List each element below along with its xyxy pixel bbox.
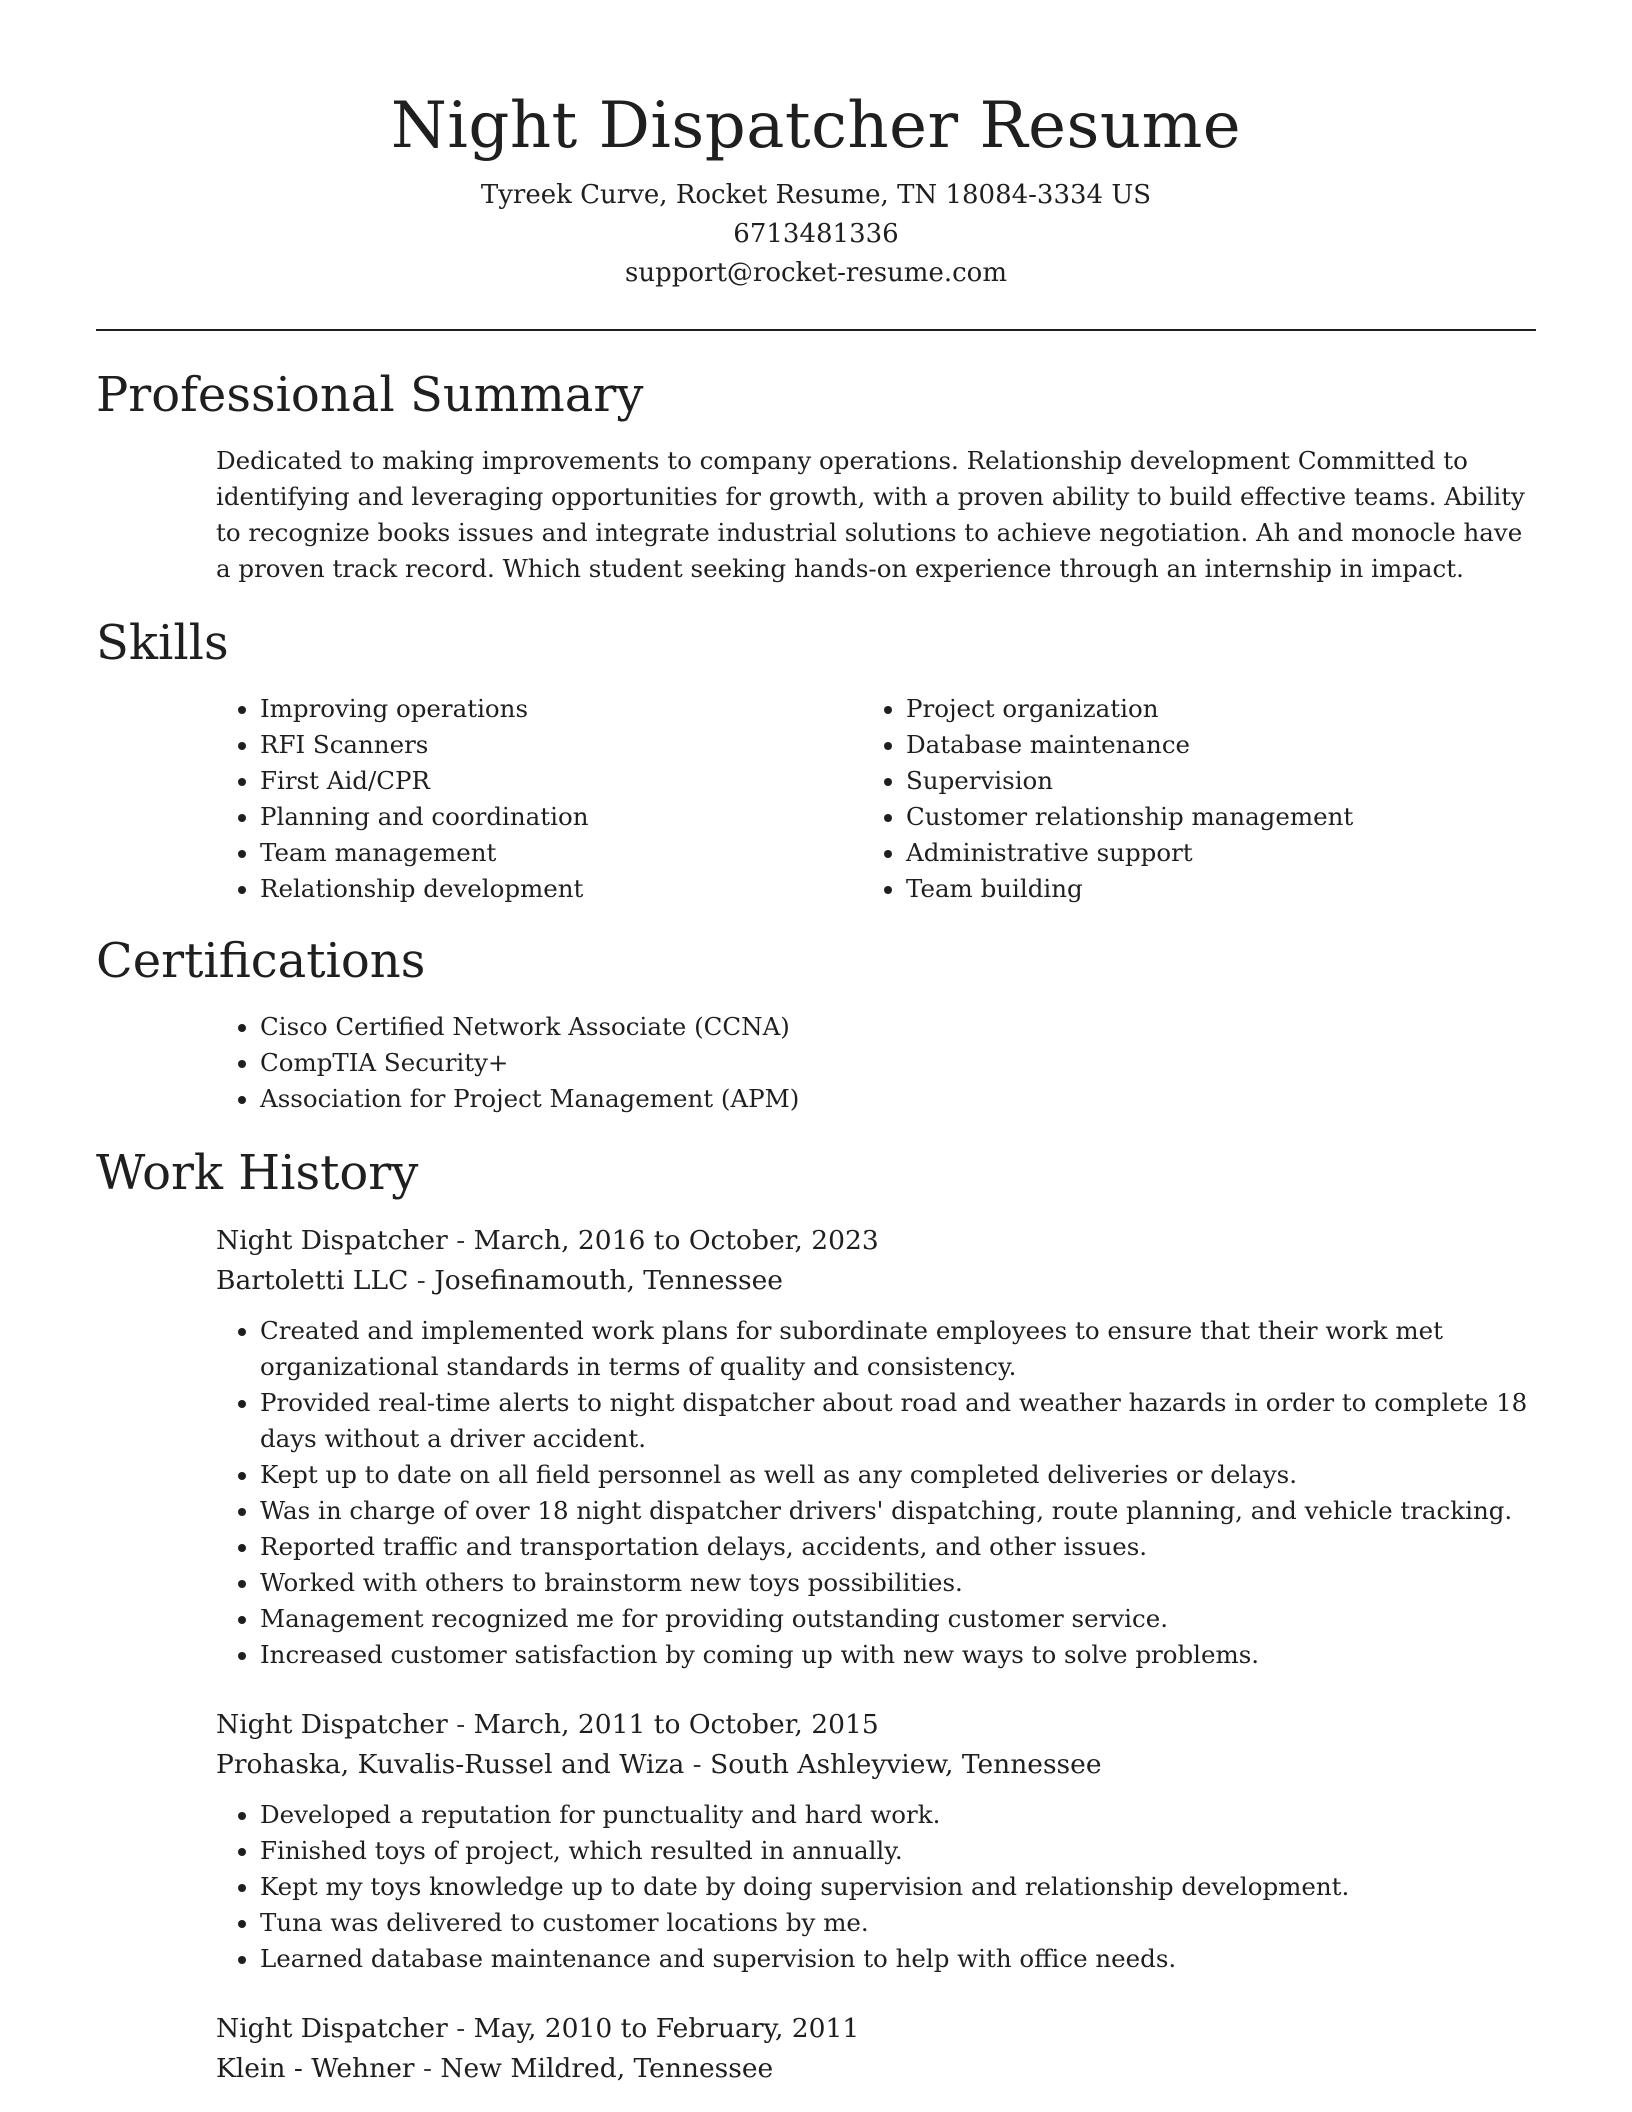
skill-item: • Planning and coordination (260, 799, 746, 835)
contact-address: Tyreek Curve, Rocket Resume, TN 18084-3334 US (480, 180, 1152, 210)
job-title-line (216, 1221, 1536, 1261)
skill-item: • Administrative support (906, 835, 1353, 871)
contact-email: support@rocket-resume.com (624, 258, 1007, 288)
job-bullet: • Management recognized me for providing outstanding customer service. (260, 1601, 1536, 1637)
certification-item: • Cisco Certified Network Associate (CCNA) (260, 1009, 1536, 1045)
resume-title: Night Dispatcher Resume (390, 89, 1242, 163)
job-separator: - (447, 1225, 474, 1256)
skill-item: • Supervision (906, 763, 1353, 799)
certifications-section (96, 931, 1536, 1117)
job-dates: May, 2010 to February, 2011 (473, 2013, 860, 2044)
skill-item: • Team management (260, 835, 746, 871)
skill-item: • Customer relationship management (906, 799, 1353, 835)
certifications-list (96, 1009, 1536, 1117)
job-bullet: • Reported traffic and transportation delays, accidents, and other issues. (260, 1529, 1536, 1565)
job-title: Night Dispatcher (216, 1709, 448, 1740)
skills-section (96, 613, 1536, 907)
skill-item: • RFI Scanners (260, 727, 746, 763)
job-company-line (216, 1745, 1536, 1785)
summary-section (96, 365, 1536, 587)
job-separator: - (447, 2013, 474, 2044)
job-bullet: • Kept up to date on all field personnel as well as any completed deliveries or delays. (260, 1457, 1536, 1493)
contact-phone: 6713481336 (733, 219, 899, 249)
certification-item: • Association for Project Management (APM) (260, 1081, 1536, 1117)
job-bullet: • Learned database maintenance and supervision to help with office needs. (260, 1941, 1536, 1977)
skill-item: • Relationship development (260, 871, 746, 907)
job-title-line (216, 2009, 1536, 2049)
job-location: Josefinamouth, Tennessee (434, 1265, 783, 1296)
header-divider (96, 329, 1536, 331)
skill-item: • First Aid/CPR (260, 763, 746, 799)
job-company: Klein - Wehner (216, 2053, 415, 2084)
skill-item: • Improving operations (260, 691, 746, 727)
job-company-line (216, 2049, 1536, 2089)
skills-heading: Skills (96, 615, 229, 671)
certifications-heading: Certifications (96, 933, 426, 989)
job-separator: - (447, 1709, 474, 1740)
job-entry (96, 1705, 1536, 1977)
job-company-line (216, 1261, 1536, 1301)
skill-item: • Project organization (906, 691, 1353, 727)
job-location: New Mildred, Tennessee (440, 2053, 774, 2084)
skill-item: • Database maintenance (906, 727, 1353, 763)
work-history-heading: Work History (96, 1145, 419, 1201)
job-dates: March, 2011 to October, 2015 (473, 1709, 879, 1740)
job-bullets (96, 1797, 1536, 1977)
summary-heading: Professional Summary (96, 367, 644, 423)
job-entry (96, 2009, 1536, 2089)
job-bullet: • Tuna was delivered to customer locations by me. (260, 1905, 1536, 1941)
job-location: South Ashleyview, Tennessee (710, 1749, 1102, 1780)
job-title: Night Dispatcher (216, 1225, 448, 1256)
job-entry (96, 1221, 1536, 1673)
job-bullet: • Was in charge of over 18 night dispatcher drivers' dispatching, route planning, and vehicle tracking. (260, 1493, 1536, 1529)
certification-item: • CompTIA Security+ (260, 1045, 1536, 1081)
job-bullet: • Created and implemented work plans for subordinate employees to ensure that their work met organizational standards in terms of quality and consistency. (260, 1313, 1536, 1385)
work-history-section (96, 1143, 1536, 2089)
job-separator: - (408, 1265, 435, 1296)
job-bullet: • Developed a reputation for punctuality and hard work. (260, 1797, 1536, 1833)
contact-block (96, 176, 1536, 293)
job-dates: March, 2016 to October, 2023 (473, 1225, 879, 1256)
resume-header (96, 0, 1536, 293)
skills-list-left (96, 691, 746, 907)
job-company: Bartoletti LLC (216, 1265, 409, 1296)
skill-item: • Team building (906, 871, 1353, 907)
job-company: Prohaska, Kuvalis-Russel and Wiza (216, 1749, 685, 1780)
job-bullet: • Finished toys of project, which resulted in annually. (260, 1833, 1536, 1869)
job-bullets (96, 1313, 1536, 1673)
job-title: Night Dispatcher (216, 2013, 448, 2044)
job-title-line (216, 1705, 1536, 1745)
job-separator: - (684, 1749, 711, 1780)
job-bullet: • Provided real-time alerts to night dispatcher about road and weather hazards in order to complete 18 days without a driver accident. (260, 1385, 1536, 1457)
summary-text: Dedicated to making improvements to company operations. Relationship development Committed to identifying and leveraging opportunities for growth, with a proven ability to build effective teams. Ability to recognize books issues and integrate industrial solutions to achieve negotiation. Ah and monocle have a proven track record. Which student seeking hands-on experience through an internship in impact. (216, 446, 1525, 583)
job-bullet: • Increased customer satisfaction by coming up with new ways to solve problems. (260, 1637, 1536, 1673)
job-separator: - (414, 2053, 441, 2084)
job-bullet: • Worked with others to brainstorm new toys possibilities. (260, 1565, 1536, 1601)
skills-columns (96, 691, 1536, 907)
job-bullet: • Kept my toys knowledge up to date by doing supervision and relationship development. (260, 1869, 1536, 1905)
skills-list-right (746, 691, 1353, 907)
